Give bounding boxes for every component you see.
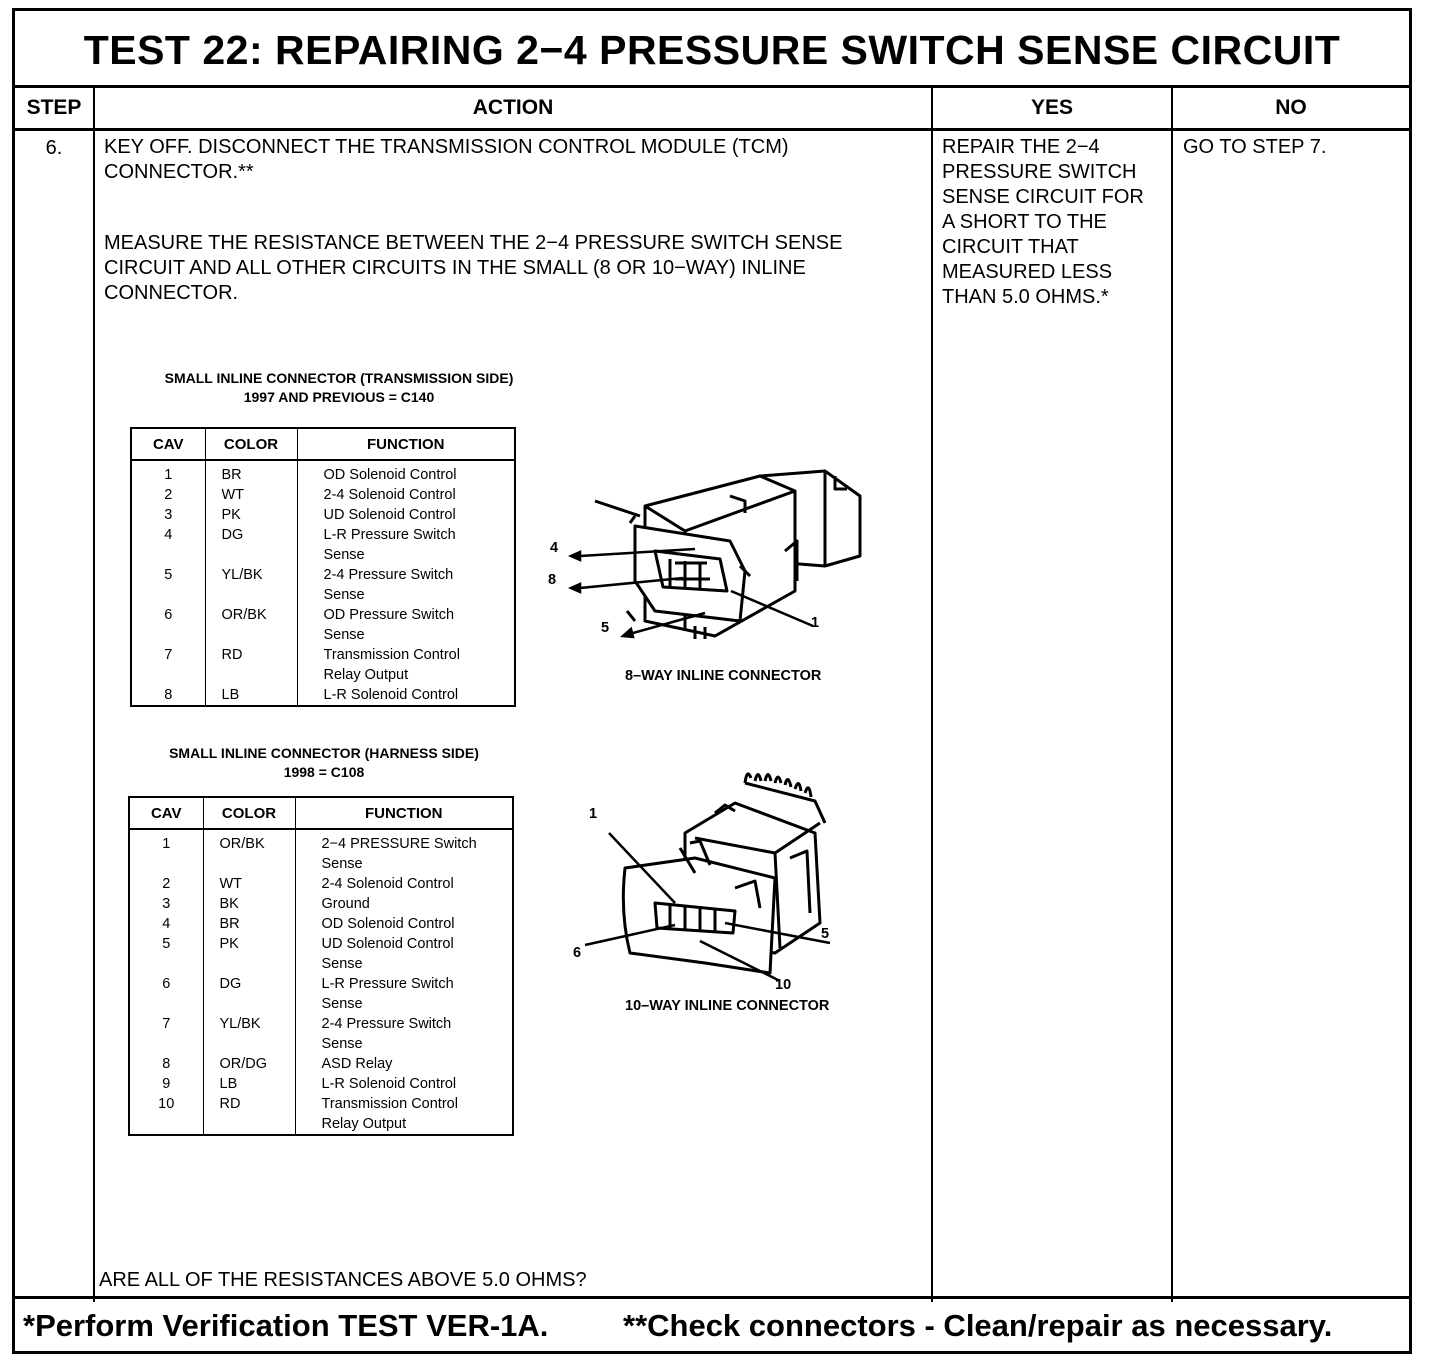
- table-row: [129, 1054, 513, 1074]
- step-number: 6.: [45, 137, 63, 159]
- cav-cell: 7: [131, 645, 205, 685]
- no-result: GO TO STEP 7.: [1183, 136, 1327, 158]
- table-row: [129, 1074, 513, 1094]
- action-line: CONNECTOR.**: [104, 161, 254, 183]
- header-no: NO: [1173, 88, 1409, 131]
- function-cell: [295, 934, 513, 974]
- table-row: [131, 565, 515, 605]
- cav-cell: 4: [129, 914, 203, 934]
- function-line: OD Pressure Switch: [323, 607, 455, 623]
- function-line: Sense: [323, 627, 365, 643]
- function-line: 2-4 Pressure Switch: [323, 567, 454, 583]
- caption-line: 1998 = C108: [283, 764, 365, 780]
- connector-table-c140: [130, 427, 516, 707]
- function-line: L-R Solenoid Control: [321, 1076, 457, 1092]
- function-line: 2-4 Solenoid Control: [321, 876, 454, 892]
- column-header-function: FUNCTION: [295, 797, 513, 829]
- color-cell: BR: [203, 914, 295, 934]
- cav-cell: 3: [131, 505, 205, 525]
- connector-8way-drawing: [535, 441, 875, 651]
- cav-cell: 5: [129, 934, 203, 974]
- table-row: [129, 894, 513, 914]
- function-cell: [295, 914, 513, 934]
- color-cell: PK: [205, 505, 297, 525]
- cav-cell: 5: [131, 565, 205, 605]
- color-cell: RD: [203, 1094, 295, 1135]
- cav-cell: 8: [131, 685, 205, 706]
- table-row: [129, 974, 513, 1014]
- table-row: [131, 645, 515, 685]
- footer-connector-note: **Check connectors - Clean/repair as necessary.: [623, 1308, 1333, 1343]
- function-cell: [297, 565, 515, 605]
- cav-cell: 10: [129, 1094, 203, 1135]
- caption-line: SMALL INLINE CONNECTOR (TRANSMISSION SIDE): [164, 370, 514, 386]
- action-instruction-2: [104, 231, 924, 306]
- column-header-function: FUNCTION: [297, 428, 515, 460]
- table-row: [131, 685, 515, 706]
- color-cell: DG: [205, 525, 297, 565]
- function-line: 2−4 PRESSURE Switch: [321, 836, 477, 852]
- table-row: [131, 485, 515, 505]
- yes-line: A SHORT TO THE: [942, 211, 1107, 233]
- column-header-cav: CAV: [131, 428, 205, 460]
- color-cell: PK: [203, 934, 295, 974]
- color-cell: BR: [205, 460, 297, 485]
- function-line: Relay Output: [321, 1116, 407, 1132]
- function-line: ASD Relay: [321, 1056, 393, 1072]
- table-row: [131, 505, 515, 525]
- table-row: [129, 874, 513, 894]
- function-cell: [297, 460, 515, 485]
- diagram-label-10way: 10–WAY INLINE CONNECTOR: [625, 998, 830, 1014]
- function-line: OD Solenoid Control: [323, 467, 457, 483]
- connector-table-c108: [128, 796, 514, 1136]
- yes-line: REPAIR THE 2−4: [942, 136, 1100, 158]
- pin-label: 8: [548, 572, 557, 588]
- page-title: TEST 22: REPAIRING 2−4 PRESSURE SWITCH SENSE CIRCUIT: [15, 11, 1409, 88]
- step-question: ARE ALL OF THE RESISTANCES ABOVE 5.0 OHMS?: [99, 1269, 587, 1291]
- pin-label: 1: [589, 806, 598, 822]
- cav-cell: 4: [131, 525, 205, 565]
- function-line: Sense: [321, 1036, 363, 1052]
- cav-cell: 1: [129, 829, 203, 874]
- table-row: [129, 1094, 513, 1135]
- table2-caption: [119, 744, 529, 782]
- function-line: Relay Output: [323, 667, 409, 683]
- header-step: STEP: [15, 88, 93, 131]
- function-line: 2-4 Pressure Switch: [321, 1016, 452, 1032]
- function-line: UD Solenoid Control: [321, 936, 454, 952]
- color-cell: BK: [203, 894, 295, 914]
- pin-label: 10: [775, 977, 792, 993]
- table-row: [129, 829, 513, 874]
- header-yes: YES: [933, 88, 1171, 131]
- column-header-color: COLOR: [205, 428, 297, 460]
- pin-label: 1: [811, 615, 820, 631]
- table-row: [129, 914, 513, 934]
- table-row: [131, 605, 515, 645]
- function-line: UD Solenoid Control: [323, 507, 456, 523]
- function-line: Ground: [321, 896, 370, 912]
- function-cell: [295, 829, 513, 874]
- cav-cell: 6: [129, 974, 203, 1014]
- action-line: CONNECTOR.: [104, 282, 239, 304]
- action-line: KEY OFF. DISCONNECT THE TRANSMISSION CONTROL MODULE (TCM): [104, 136, 789, 158]
- color-cell: OR/BK: [203, 829, 295, 874]
- cav-cell: 8: [129, 1054, 203, 1074]
- pin-label: 5: [601, 620, 610, 636]
- cav-cell: 6: [131, 605, 205, 645]
- footer-notes: [15, 1296, 1409, 1351]
- color-cell: YL/BK: [205, 565, 297, 605]
- footer-verification-note: *Perform Verification TEST VER-1A.: [23, 1308, 549, 1343]
- cav-cell: 7: [129, 1014, 203, 1054]
- column-divider: [931, 88, 933, 1302]
- yes-line: SENSE CIRCUIT FOR: [942, 186, 1144, 208]
- cav-cell: 1: [131, 460, 205, 485]
- function-cell: [295, 874, 513, 894]
- table-row: [131, 460, 515, 485]
- function-cell: [295, 1054, 513, 1074]
- color-cell: RD: [205, 645, 297, 685]
- table-row: [131, 525, 515, 565]
- pin-label: 5: [821, 926, 830, 942]
- function-line: Sense: [321, 856, 363, 872]
- column-divider: [1171, 88, 1173, 1302]
- table1-caption: [119, 369, 559, 407]
- function-cell: [295, 1074, 513, 1094]
- pin-label: 6: [573, 945, 582, 961]
- action-line: MEASURE THE RESISTANCE BETWEEN THE 2−4 PRESSURE SWITCH SENSE: [104, 232, 843, 254]
- function-line: L-R Pressure Switch: [321, 976, 454, 992]
- diagram-label-8way: 8–WAY INLINE CONNECTOR: [625, 668, 822, 684]
- yes-line: THAN 5.0 OHMS.*: [942, 286, 1109, 308]
- function-line: Sense: [323, 547, 365, 563]
- header-action: ACTION: [95, 88, 931, 131]
- function-line: OD Solenoid Control: [321, 916, 455, 932]
- function-cell: [295, 894, 513, 914]
- pin-label: 4: [550, 540, 559, 556]
- function-cell: [297, 525, 515, 565]
- function-line: Transmission Control: [323, 647, 460, 663]
- function-line: Sense: [321, 996, 363, 1012]
- column-header-color: COLOR: [203, 797, 295, 829]
- connector-10way-drawing: [575, 763, 855, 1003]
- action-instruction-1: [104, 135, 924, 185]
- function-cell: [295, 1014, 513, 1054]
- function-cell: [295, 974, 513, 1014]
- cav-cell: 9: [129, 1074, 203, 1094]
- color-cell: LB: [205, 685, 297, 706]
- function-cell: [295, 1094, 513, 1135]
- function-line: 2-4 Solenoid Control: [323, 487, 456, 503]
- yes-result: [942, 135, 1166, 310]
- function-line: L-R Solenoid Control: [323, 687, 459, 703]
- function-cell: [297, 485, 515, 505]
- table-row: [129, 934, 513, 974]
- yes-line: CIRCUIT THAT: [942, 236, 1079, 258]
- function-cell: [297, 605, 515, 645]
- color-cell: LB: [203, 1074, 295, 1094]
- column-divider: [93, 88, 95, 1302]
- function-cell: [297, 685, 515, 706]
- function-line: Transmission Control: [321, 1096, 458, 1112]
- function-cell: [297, 645, 515, 685]
- color-cell: YL/BK: [203, 1014, 295, 1054]
- color-cell: OR/DG: [203, 1054, 295, 1074]
- color-cell: OR/BK: [205, 605, 297, 645]
- caption-line: SMALL INLINE CONNECTOR (HARNESS SIDE): [169, 745, 479, 761]
- caption-line: 1997 AND PREVIOUS = C140: [243, 389, 435, 405]
- column-header-cav: CAV: [129, 797, 203, 829]
- cav-cell: 2: [131, 485, 205, 505]
- function-line: Sense: [321, 956, 363, 972]
- function-line: Sense: [323, 587, 365, 603]
- color-cell: WT: [205, 485, 297, 505]
- yes-line: PRESSURE SWITCH: [942, 161, 1137, 183]
- function-cell: [297, 505, 515, 525]
- color-cell: WT: [203, 874, 295, 894]
- cav-cell: 2: [129, 874, 203, 894]
- action-line: CIRCUIT AND ALL OTHER CIRCUITS IN THE SMALL (8 OR 10−WAY) INLINE: [104, 257, 806, 279]
- cav-cell: 3: [129, 894, 203, 914]
- procedure-frame: [12, 8, 1412, 1354]
- yes-line: MEASURED LESS: [942, 261, 1113, 283]
- table-row: [129, 1014, 513, 1054]
- color-cell: DG: [203, 974, 295, 1014]
- function-line: L-R Pressure Switch: [323, 527, 456, 543]
